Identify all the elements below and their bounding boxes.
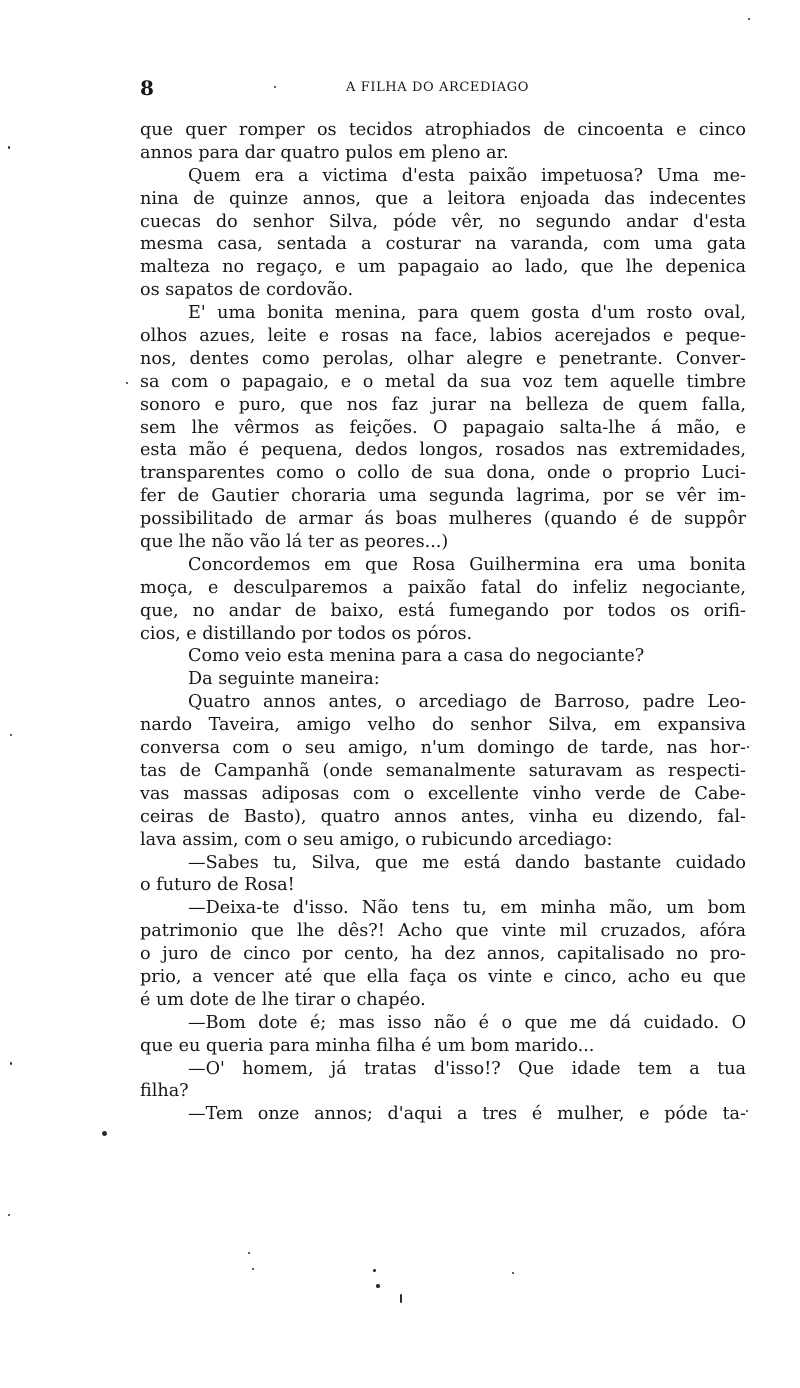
text-line: —Sabes tu, Silva, que me está dando bastante cuidado	[188, 852, 746, 873]
text-line: fer de Gautier choraria uma segunda lagrima, por se vêr im-	[140, 486, 746, 507]
text-line: tas de Campanhã (onde semanalmente saturavam as respecti-	[140, 760, 746, 781]
text-line: annos para dar quatro pulos em pleno ar.	[140, 142, 509, 163]
text-line: possibilitado de armar ás boas mulheres (quando é de suppôr	[140, 509, 746, 530]
scan-speck	[10, 734, 12, 736]
text-line: —Deixa-te d'isso. Não tens tu, em minha mão, um bom	[188, 898, 746, 919]
scan-speck	[400, 1294, 402, 1303]
text-line: esta mão é pequena, dedos longos, rosados nas extremidades,	[140, 440, 746, 461]
text-line: Concordemos em que Rosa Guilhermina era uma bonita	[188, 554, 746, 575]
text-line: cios, e distillando por todos os póros.	[140, 623, 473, 644]
body-text	[140, 119, 746, 1126]
text-line: nos, dentes como perolas, olhar alegre e penetrante. Conver-	[140, 348, 746, 369]
scan-speck	[512, 1272, 514, 1274]
text-line: cuecas do senhor Silva, póde vêr, no segundo andar d'esta	[140, 211, 746, 232]
text-line: sonoro e puro, que nos faz jurar na belleza de quem falla,	[140, 394, 746, 415]
text-line: filha?	[140, 1081, 189, 1102]
scan-speck	[102, 1131, 107, 1136]
scan-speck	[248, 1252, 250, 1254]
text-line: lava assim, com o seu amigo, o rubicundo arcediago:	[140, 829, 613, 850]
text-line: nardo Taveira, amigo velho do senhor Silva, em expansiva	[140, 715, 746, 736]
text-line: Quem era a victima d'esta paixão impetuosa? Uma me-	[188, 165, 746, 186]
text-line: que quer romper os tecidos atrophiados de cincoenta e cinco	[140, 120, 746, 140]
text-line: mesma casa, sentada a costurar na varanda, com uma gata	[140, 234, 746, 255]
text-line: moça, e desculparemos a paixão fatal do infeliz negociante,	[140, 577, 746, 598]
scan-speck	[373, 1269, 376, 1272]
page-header	[140, 76, 746, 102]
scan-speck	[747, 746, 749, 748]
scan-speck	[748, 18, 750, 20]
text-line: Como veio esta menina para a casa do negociante?	[188, 646, 645, 667]
text-line: ceiras de Basto), quatro annos antes, vinha eu dizendo, fal-	[140, 806, 746, 827]
text-line: transparentes como o collo de sua dona, onde o proprio Luci-	[140, 463, 746, 484]
scan-speck	[274, 86, 276, 88]
text-line: que, no andar de baixo, está fumegando por todos os orifi-	[140, 600, 746, 621]
text-line: prio, a vencer até que ella faça os vinte e cinco, acho eu que	[140, 966, 746, 987]
text-line: que eu queria para minha filha é um bom marido...	[140, 1035, 595, 1056]
scan-speck	[746, 1110, 748, 1112]
text-line: malteza no regaço, e um papagaio ao lado, que lhe depenica	[140, 257, 746, 278]
text-line: vas massas adiposas com o excellente vinho verde de Cabe-	[140, 783, 746, 804]
text-line: o futuro de Rosa!	[140, 875, 295, 896]
text-line: o juro de cinco por cento, ha dez annos, capitalisado no pro-	[140, 944, 746, 965]
text-line: que lhe não vão lá ter as peores...)	[140, 532, 449, 553]
text-line: os sapatos de cordovão.	[140, 280, 354, 301]
scan-speck	[126, 382, 128, 384]
text-line: conversa com o seu amigo, n'um domingo de tarde, nas hor-	[140, 738, 746, 759]
scan-speck	[252, 1268, 254, 1270]
text-line: Da seguinte maneira:	[188, 669, 380, 690]
text-line: é um dote de lhe tirar o chapéo.	[140, 989, 426, 1010]
text-line: sa com o papagaio, e o metal da sua voz tem aquelle timbre	[140, 371, 746, 392]
scan-speck	[8, 1214, 10, 1216]
scan-speck	[8, 146, 10, 149]
scan-speck	[376, 1284, 380, 1288]
text-line: nina de quinze annos, que a leitora enjoada das indecentes	[140, 188, 746, 209]
scan-speck	[10, 1062, 12, 1065]
running-head: A FILHA DO ARCEDIAGO	[346, 80, 529, 95]
text-line: —Bom dote é; mas isso não é o que me dá cuidado. O	[188, 1012, 746, 1033]
text-line: Quatro annos antes, o arcediago de Barroso, padre Leo-	[188, 692, 746, 713]
text-line: patrimonio que lhe dês?! Acho que vinte mil cruzados, afóra	[140, 921, 746, 942]
page-number: 8	[140, 76, 154, 100]
text-line: —O' homem, já tratas d'isso!? Que idade tem a tua	[188, 1058, 746, 1079]
text-line: olhos azues, leite e rosas na face, labios acerejados e peque-	[140, 326, 746, 347]
text-line: sem lhe vêrmos as feições. O papagaio salta-lhe á mão, e	[140, 417, 746, 438]
text-line: —Tem onze annos; d'aqui a tres é mulher, e póde ta-	[188, 1104, 746, 1125]
text-line: E' uma bonita menina, para quem gosta d'um rosto oval,	[188, 303, 746, 324]
